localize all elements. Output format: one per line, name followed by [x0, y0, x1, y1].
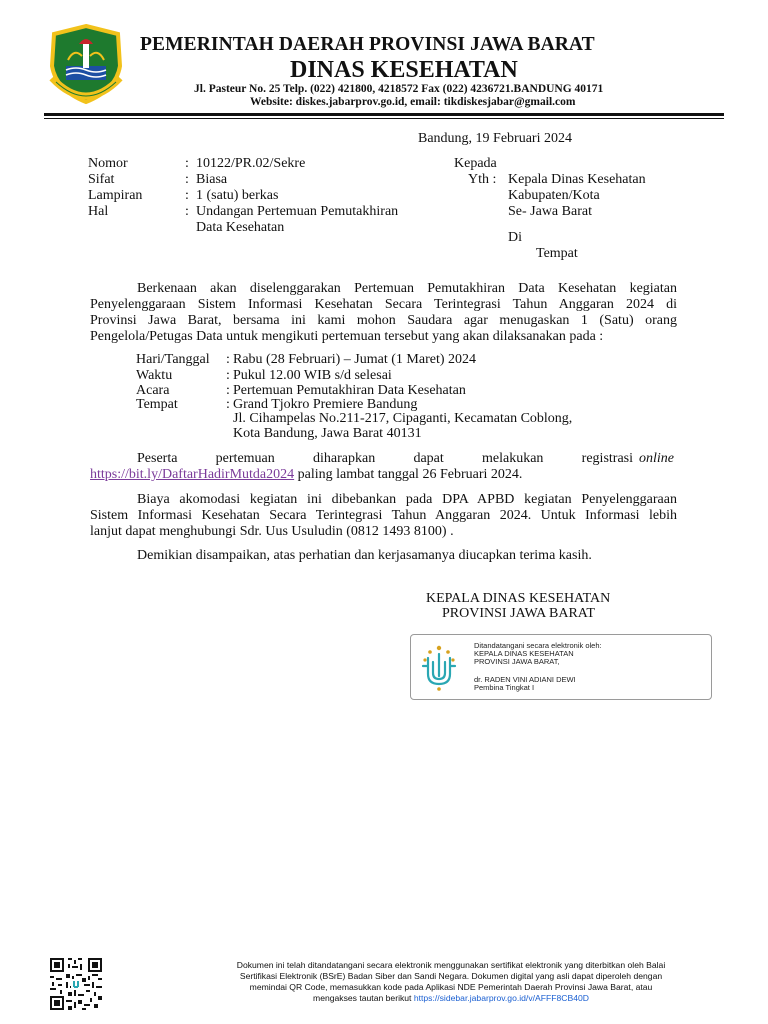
- registration-line-1: Peserta pertemuan diharapkan dapat melakukan registrasi: [137, 451, 633, 466]
- signature-title-2: PROVINSI JAWA BARAT: [442, 606, 595, 621]
- letterhead-government: PEMERINTAH DAERAH PROVINSI JAWA BARAT: [140, 34, 595, 55]
- meta-label-sifat: Sifat: [88, 172, 115, 187]
- intro-line-3: Provinsi Jawa Barat, bersama ini kami mohon Saudara agar menugaskan 1 (Satu) orang: [90, 313, 677, 328]
- intro-line-4: Pengelola/Petugas Data untuk mengikuti pertemuan tersebut yang akan dilaksanakan pada :: [90, 329, 604, 344]
- intro-line-1: Berkenaan akan diselenggarakan Pertemuan Pemutakhiran Data Kesehatan kegiatan: [137, 281, 677, 296]
- meta-value-lampiran: 1 (satu) berkas: [196, 188, 279, 203]
- letterhead-office: DINAS KESEHATAN: [290, 57, 518, 83]
- registration-deadline: paling lambat tanggal 26 Februari 2024.: [294, 467, 523, 482]
- meta-value-hal: Undangan Pertemuan Pemutakhiran: [196, 204, 399, 219]
- registration-online: online: [639, 451, 674, 466]
- recipient-kepada: Kepada: [454, 156, 497, 171]
- footer-line-1: Dokumen ini telah ditandatangani secara elektronik menggunakan sertifikat elektronik yang diterbitkan oleh Balai: [236, 960, 666, 970]
- cost-line-2: Sistem Informasi Kesehatan Secara Terintegrasi Tahun Anggaran 2024. Untuk Informasi lebih: [90, 508, 677, 523]
- cost-line-3: lanjut dapat menghubungi Sdr. Uus Usuludin (0812 1493 8100) .: [90, 524, 454, 539]
- meta-colon: :: [185, 204, 189, 219]
- recipient-line1: Kepala Dinas Kesehatan: [508, 172, 646, 187]
- qr-code[interactable]: [48, 956, 104, 1012]
- meta-value-nomor: 10122/PR.02/Sekre: [196, 156, 306, 171]
- detail-colon: :: [226, 368, 230, 383]
- bsre-logo-icon: [416, 640, 462, 694]
- detail-value-venue-line3: Kota Bandung, Jawa Barat 40131: [233, 426, 422, 441]
- detail-colon: :: [226, 383, 230, 398]
- registration-line-2: [90, 467, 522, 483]
- detail-value-event: Pertemuan Pemutakhiran Data Kesehatan: [233, 383, 466, 398]
- footer-line-4-prefix: mengakses tautan berikut: [313, 993, 414, 1003]
- meta-label-hal: Hal: [88, 204, 109, 219]
- west-java-emblem: [44, 22, 128, 106]
- detail-label-venue: Tempat: [136, 397, 178, 412]
- intro-line-2: Penyelenggaraan Sistem Informasi Kesehatan Secara Terintegrasi Tahun Anggaran 2024 di: [90, 297, 677, 312]
- esign-position-1: KEPALA DINAS KESEHATAN: [474, 649, 574, 658]
- recipient-line2: Kabupaten/Kota: [508, 188, 600, 203]
- esign-signer-rank: Pembina Tingkat I: [474, 683, 535, 692]
- footer-disclaimer: [186, 960, 716, 1004]
- detail-value-venue-line2: Jl. Cihampelas No.211-217, Cipaganti, Kecamatan Coblong,: [233, 411, 573, 426]
- letterhead-rule-thin: [44, 118, 724, 119]
- meta-label-nomor: Nomor: [88, 156, 128, 171]
- footer-line-4: [186, 993, 716, 1004]
- verification-link[interactable]: https://sidebar.jabarprov.go.id/v/AFFF8CB40D: [413, 993, 589, 1003]
- detail-colon: :: [226, 352, 230, 367]
- meta-colon: :: [185, 172, 189, 187]
- registration-link[interactable]: https://bit.ly/DaftarHadirMutda2024: [90, 467, 295, 482]
- cost-line-1: Biaya akomodasi kegiatan ini dibebankan pada DPA APBD kegiatan Penyelenggaraan: [137, 492, 677, 507]
- recipient-line3: Se- Jawa Barat: [508, 204, 592, 219]
- detail-label-date: Hari/Tanggal: [136, 352, 210, 367]
- detail-label-time: Waktu: [136, 368, 173, 383]
- recipient-tempat: Tempat: [536, 246, 578, 261]
- detail-value-time: Pukul 12.00 WIB s/d selesai: [233, 368, 392, 383]
- letterhead-address: Jl. Pasteur No. 25 Telp. (022) 421800, 4218572 Fax (022) 4236721.BANDUNG 40171: [194, 83, 604, 95]
- meta-colon: :: [185, 156, 189, 171]
- esign-signer-name: dr. RADEN VINI ADIANI DEWI: [474, 675, 576, 684]
- meta-label-lampiran: Lampiran: [88, 188, 143, 203]
- meta-value-sifat: Biasa: [196, 172, 228, 187]
- footer-line-3: memindai QR Code, memasukkan kode pada Aplikasi NDE Pemerintah Daerah Provinsi Jawa Barat, atau: [249, 982, 653, 992]
- meta-colon: :: [185, 188, 189, 203]
- esign-position-2: PROVINSI JAWA BARAT,: [474, 657, 560, 666]
- closing-sentence: Demikian disampaikan, atas perhatian dan kerjasamanya diucapkan terima kasih.: [137, 548, 592, 563]
- detail-value-venue: Grand Tjokro Premiere Bandung: [233, 397, 418, 412]
- signature-title-1: KEPALA DINAS KESEHATAN: [426, 591, 611, 606]
- letterhead-rule-thick: [44, 113, 724, 116]
- detail-value-date: Rabu (28 Februari) – Jumat (1 Maret) 2024: [233, 352, 476, 367]
- meta-value-hal-line2: Data Kesehatan: [196, 220, 285, 235]
- recipient-di: Di: [508, 230, 522, 245]
- esign-label: Ditandatangani secara elektronik oleh:: [474, 641, 602, 650]
- detail-label-event: Acara: [136, 383, 170, 398]
- detail-colon: :: [226, 397, 230, 412]
- footer-line-2: Sertifikasi Elektronik (BSrE) Badan Siber dan Sandi Negara. Dokumen digital yang asli dapat diperoleh dengan: [239, 971, 663, 981]
- place-date: Bandung, 19 Februari 2024: [418, 131, 572, 146]
- letterhead-website: Website: diskes.jabarprov.go.id, email: tikdiskesjabar@gmail.com: [250, 96, 576, 108]
- recipient-yth: Yth :: [468, 172, 497, 187]
